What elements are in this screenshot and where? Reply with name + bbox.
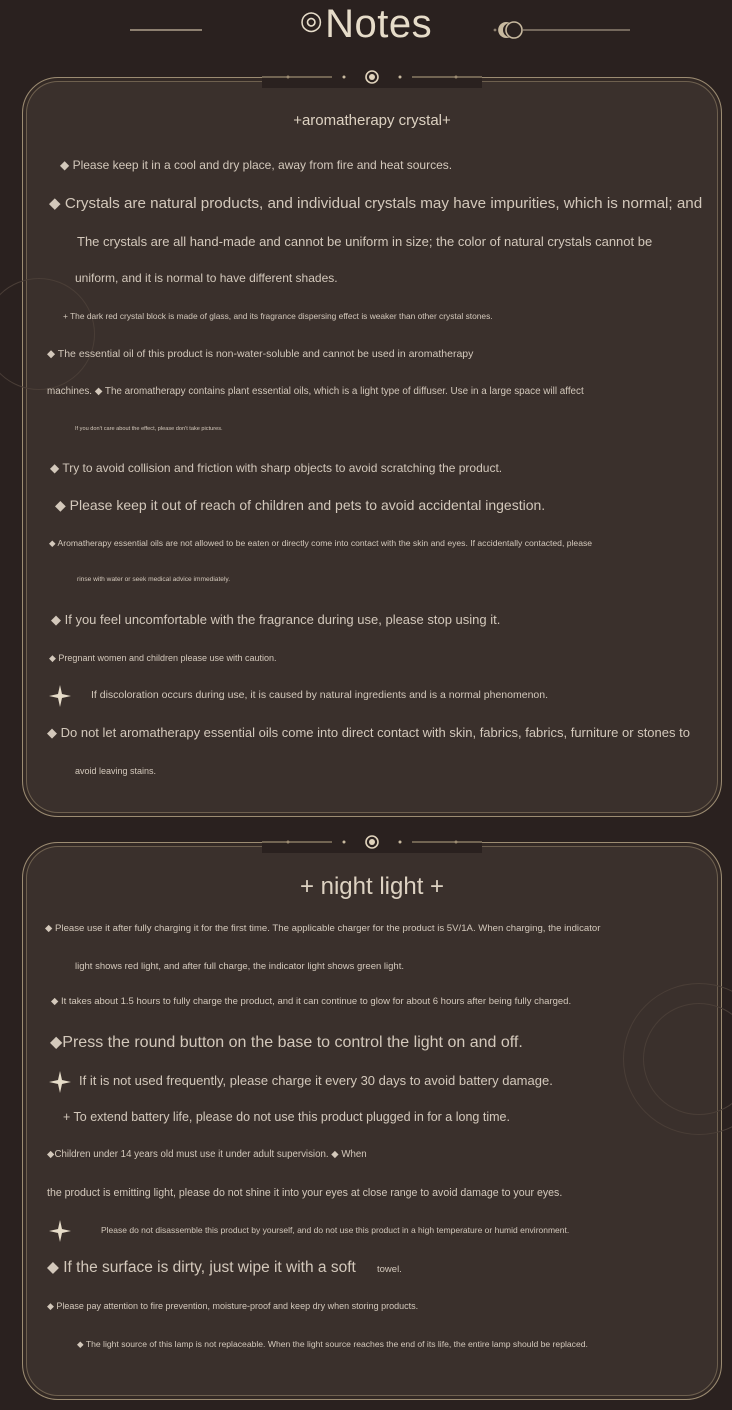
note-line: towel. bbox=[377, 1264, 402, 1275]
note-line: Please do not disassemble this product by yourself, and do not use this product in a high temperature or humid environment. bbox=[101, 1225, 570, 1235]
note-line: uniform, and it is normal to have different shades. bbox=[75, 271, 338, 285]
note-line: machines. ◆ The aromatherapy contains plant essential oils, which is a light type of diffuser. Use in a large space will affect bbox=[47, 386, 584, 397]
note-line: ◆Press the round button on the base to control the light on and off. bbox=[50, 1034, 523, 1051]
section-title-aromatherapy: +aromatherapy crystal+ bbox=[293, 112, 451, 129]
note-line: the product is emitting light, please do not shine it into your eyes at close range to avoid damage to your eyes. bbox=[47, 1187, 563, 1199]
four-point-star-icon bbox=[49, 1220, 71, 1242]
note-line: ◆ Please keep it out of reach of children and pets to avoid accidental ingestion. bbox=[55, 497, 546, 513]
note-line: ◆ The light source of this lamp is not replaceable. When the light source reaches the end of its life, the entire lamp should be replaced. bbox=[77, 1339, 588, 1349]
note-line: ◆ Pregnant women and children please use with caution. bbox=[49, 653, 277, 663]
crescent-moon-ornament-icon bbox=[262, 66, 482, 88]
panel-top-ornament bbox=[262, 66, 482, 88]
note-line: avoid leaving stains. bbox=[75, 766, 157, 776]
decorative-ring bbox=[0, 278, 95, 390]
note-line: If discoloration occurs during use, it is caused by natural ingredients and is a normal phenomenon. bbox=[91, 689, 549, 701]
moon-ornament-icon bbox=[492, 18, 632, 42]
note-line: If it is not used frequently, please charge it every 30 days to avoid battery damage. bbox=[79, 1073, 553, 1088]
note-line: ◆ It takes about 1.5 hours to fully charge the product, and it can continue to glow for about 6 hours after being fully charged. bbox=[51, 996, 572, 1007]
note-line: rinse with water or seek medical advice immediately. bbox=[77, 576, 231, 583]
note-line: light shows red light, and after full charge, the indicator light shows green light. bbox=[75, 961, 404, 972]
aromatherapy-notes-panel bbox=[22, 77, 722, 817]
night-light-notes-panel bbox=[22, 842, 722, 1400]
page-title: ◎Notes bbox=[299, 2, 433, 46]
title-ring-icon: ◎ bbox=[299, 5, 324, 35]
four-point-star-icon bbox=[49, 1071, 71, 1093]
note-line: ◆ Try to avoid collision and friction with sharp objects to avoid scratching the product. bbox=[50, 461, 503, 475]
note-line: ◆ If the surface is dirty, just wipe it with a soft bbox=[47, 1259, 356, 1276]
crescent-moon-ornament-icon bbox=[262, 831, 482, 853]
note-line: If you don't care about the effect, please don't take pictures. bbox=[75, 426, 223, 432]
note-line: ◆Children under 14 years old must use it under adult supervision. ◆ When bbox=[47, 1149, 367, 1160]
note-line: ◆ Crystals are natural products, and individual crystals may have impurities, which is normal; and bbox=[49, 195, 703, 212]
note-line: + The dark red crystal block is made of glass, and its fragrance dispersing effect is weaker than other crystal stones. bbox=[63, 311, 493, 321]
note-line: The crystals are all hand-made and cannot be uniform in size; the color of natural crystals cannot be bbox=[77, 234, 653, 249]
note-line: ◆ Do not let aromatherapy essential oils come into direct contact with skin, fabrics, fabrics, furniture or stones to bbox=[47, 725, 690, 740]
note-line: ◆ Please use it after fully charging it for the first time. The applicable charger for the product is 5V/1A. When charging, the indicator bbox=[45, 923, 601, 934]
page-header bbox=[0, 0, 732, 60]
note-line: ◆ Please keep it in a cool and dry place, away from fire and heat sources. bbox=[60, 158, 453, 172]
note-line: ◆ Please pay attention to fire prevention, moisture-proof and keep dry when storing products. bbox=[47, 1301, 419, 1311]
note-line: ◆ If you feel uncomfortable with the fragrance during use, please stop using it. bbox=[51, 612, 501, 627]
note-line: ◆ The essential oil of this product is non-water-soluble and cannot be used in aromatherapy bbox=[47, 348, 474, 360]
note-line: + To extend battery life, please do not use this product plugged in for a long time. bbox=[63, 1110, 510, 1124]
section-title-night-light: + night light + bbox=[299, 873, 445, 900]
panel-top-ornament bbox=[262, 831, 482, 853]
note-line: ◆ Aromatherapy essential oils are not allowed to be eaten or directly come into contact with the skin and eyes. If accidentally contacted, please bbox=[49, 538, 593, 548]
four-point-star-icon bbox=[49, 685, 71, 707]
